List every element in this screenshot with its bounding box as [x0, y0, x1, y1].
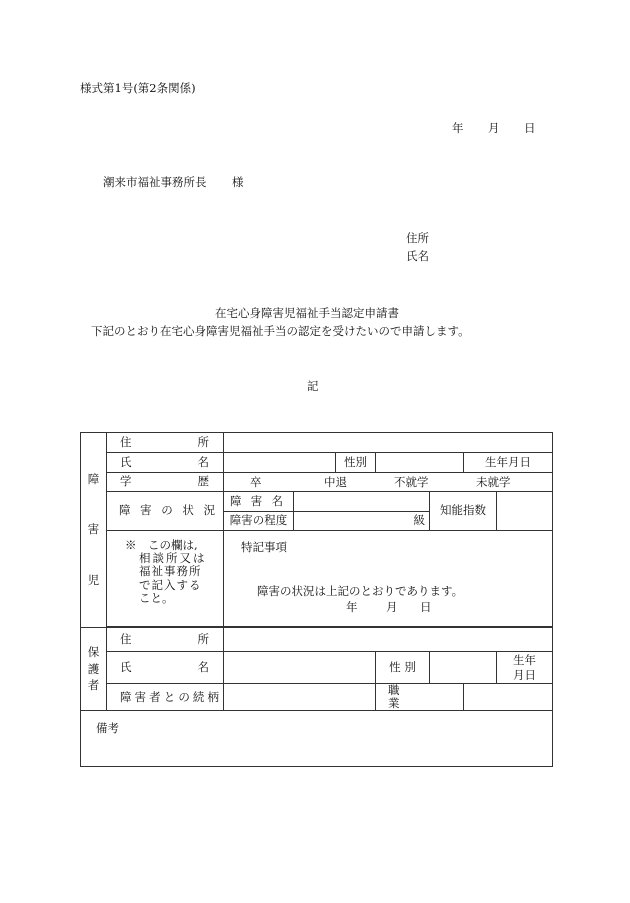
- guardian-occupation-label: 職 業: [376, 684, 464, 711]
- certify-text: 障害の状況は上記のとおりであります。: [257, 584, 464, 598]
- document-title: 在宅心身障害児福祉手当認定申請書: [215, 306, 399, 320]
- edu-option-not-attended[interactable]: 不就学: [394, 475, 429, 489]
- child-address-field[interactable]: [224, 433, 553, 453]
- iq-label: 知能指数: [430, 492, 497, 531]
- applicant-name-label: 氏名: [406, 249, 429, 263]
- note-line: ※ この欄は,: [125, 538, 198, 552]
- ki-label: 記: [307, 379, 319, 393]
- guardian-relation-label: 障害者との続柄: [107, 684, 224, 711]
- remarks-label: 備考: [96, 721, 119, 736]
- note-line: こと。: [139, 590, 174, 605]
- guardian-sex-label: 性 別: [376, 652, 430, 684]
- guardian-name-label: 氏 名: [107, 652, 224, 684]
- special-notes-label: 特記事項: [241, 540, 287, 554]
- applicant-address-label: 住所: [406, 231, 429, 245]
- guardian-section-char: 者: [87, 677, 100, 692]
- disability-name-field[interactable]: [294, 492, 430, 512]
- addressee: 潮来市福祉事務所長: [103, 175, 207, 189]
- child-birthdate-label: 生年月日: [464, 453, 553, 473]
- date-day-label: 日: [524, 121, 536, 135]
- guardian-address-label: 住 所: [107, 628, 224, 652]
- child-section-header: [81, 433, 107, 628]
- note-line: 相談所又は: [139, 551, 207, 566]
- date-year-label: 年: [452, 121, 464, 135]
- disability-name-label: 障 害 名: [224, 492, 294, 512]
- intro-text: 下記のとおり在宅心身障害児福祉手当の認定を受けたいので申請します。: [91, 324, 470, 338]
- iq-field[interactable]: [497, 492, 553, 531]
- child-section-char: 児: [87, 572, 100, 587]
- guardian-section-header: [81, 628, 107, 711]
- cert-day-label: 日: [420, 600, 432, 614]
- child-sex-label: 性別: [336, 453, 376, 473]
- child-section-char: 障: [87, 472, 100, 487]
- guardian-sex-field[interactable]: [430, 652, 497, 684]
- guardian-section-char: 保: [87, 645, 100, 660]
- note-line: 福祉事務所: [139, 564, 202, 579]
- disability-degree-label: 障害の程度: [224, 512, 294, 531]
- guardian-address-field[interactable]: [224, 628, 553, 652]
- child-address-label: 住 所: [107, 433, 224, 453]
- remarks-field[interactable]: [81, 711, 553, 767]
- child-name-label: 氏 名: [107, 453, 224, 473]
- addressee-honorific: 様: [232, 175, 244, 189]
- date-month-label: 月: [488, 121, 500, 135]
- child-sex-field[interactable]: [376, 453, 464, 473]
- guardian-name-field[interactable]: [224, 652, 376, 684]
- guardian-relation-field[interactable]: [224, 684, 376, 711]
- guardian-birth-label-line: 生年: [513, 652, 536, 667]
- child-name-field[interactable]: [224, 453, 336, 473]
- special-notes-field[interactable]: [224, 531, 553, 627]
- guardian-birth-label-line: 月日: [513, 667, 536, 682]
- application-form-table: [80, 432, 553, 767]
- child-section-char: 害: [87, 522, 100, 537]
- child-education-label: 学 歴: [107, 473, 224, 492]
- child-education-options: [224, 473, 553, 492]
- disability-degree-field[interactable]: [294, 512, 430, 531]
- child-note-instruction: [107, 531, 224, 627]
- edu-option-graduated[interactable]: 卒: [250, 475, 262, 489]
- form-number: 様式第1号(第2条関係): [80, 81, 196, 95]
- edu-option-dropout[interactable]: 中退: [324, 475, 347, 489]
- edu-option-not-yet[interactable]: 未就学: [476, 475, 511, 489]
- guardian-birthdate-label: [497, 652, 553, 684]
- note-line: で記入する: [139, 577, 202, 592]
- cert-month-label: 月: [386, 600, 398, 614]
- guardian-section-char: 護: [87, 661, 100, 676]
- cert-year-label: 年: [346, 600, 358, 614]
- child-condition-label: 障害の状況: [107, 492, 224, 531]
- guardian-occupation-field[interactable]: [464, 684, 553, 711]
- grade-unit: 級: [413, 513, 425, 528]
